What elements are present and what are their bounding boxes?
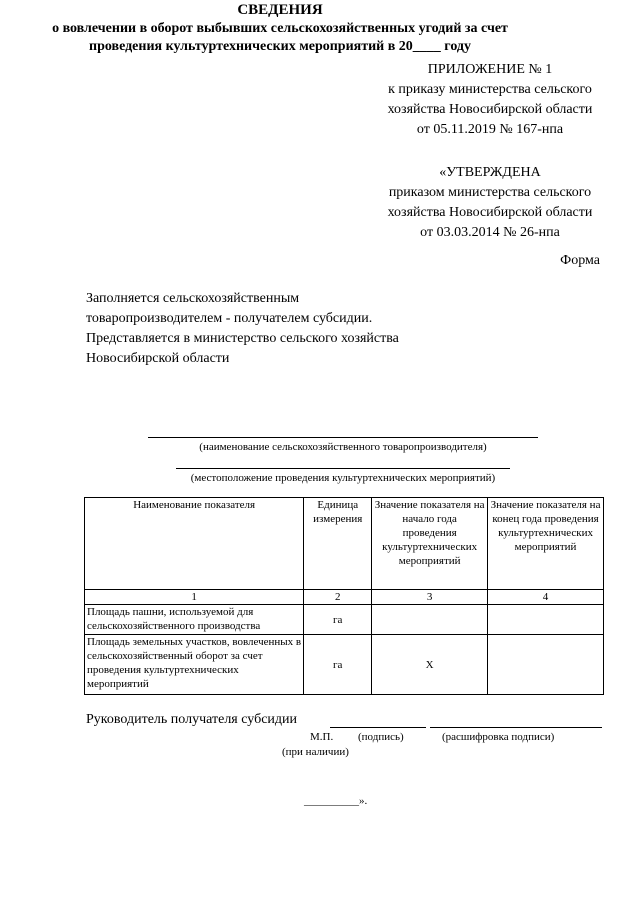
row-end-cell[interactable] [488, 605, 604, 635]
form-label: Форма [560, 253, 600, 268]
instruction-line: Заполняется сельскохозяйственным [86, 291, 300, 306]
column-number: 3 [372, 590, 488, 605]
header-unit: Единица измерения [304, 498, 372, 590]
producer-caption: (наименование сельскохозяйственного товаропроизводителя) [199, 441, 487, 453]
approved-line: хозяйства Новосибирской области [387, 205, 593, 220]
instruction-line: товаропроизводителем - получателем субсидии. [86, 311, 373, 326]
header-end-value: Значение показателя на конец года проведения культуртехнических мероприятий [488, 498, 604, 590]
title-line: проведения культуртехнических мероприятий в 20____ году [89, 39, 471, 54]
decode-caption: (расшифровка подписи) [442, 731, 555, 743]
table-header-row [85, 498, 604, 590]
title-line: о вовлечении в оборот выбывших сельскохозяйственных угодий за счет [52, 21, 508, 36]
signature-caption: (подпись) [358, 731, 404, 743]
appendix-line: от 05.11.2019 № 167-нпа [416, 122, 564, 137]
table-row [85, 635, 604, 695]
column-number: 2 [304, 590, 372, 605]
stamp-label: М.П. [310, 731, 334, 743]
row-start-cell[interactable] [372, 605, 488, 635]
instructions-block [86, 289, 399, 369]
table-row [85, 605, 604, 635]
appendix-block [340, 60, 640, 140]
row-end-cell[interactable] [488, 635, 604, 695]
if-any-caption: (при наличии) [282, 746, 349, 758]
approved-block [340, 163, 640, 243]
document-title [0, 0, 560, 56]
row-start-cell: X [372, 635, 488, 695]
location-caption: (местоположение проведения культуртехнических мероприятий) [190, 472, 496, 484]
row-name: Площадь пашни, используемой для сельскохозяйственного производства [85, 605, 304, 635]
header-start-value: Значение показателя на начало года проведения культуртехнических мероприятий [372, 498, 488, 590]
signature-line[interactable] [330, 727, 426, 728]
approved-line: приказом министерства сельского [388, 185, 592, 200]
data-table [84, 497, 604, 695]
row-name: Площадь земельных участков, вовлеченных в сельскохозяйственный оборот за счет проведения культуртехнических мероприятий [85, 635, 304, 695]
producer-name-line[interactable] [148, 437, 538, 438]
title-heading: СВЕДЕНИЯ [237, 2, 323, 18]
instruction-line: Новосибирской области [86, 351, 230, 366]
approved-line: от 03.03.2014 № 26-нпа [420, 225, 560, 240]
appendix-line: к приказу министерства сельского [388, 82, 592, 97]
row-unit: га [304, 605, 372, 635]
appendix-title: ПРИЛОЖЕНИЕ № 1 [427, 62, 553, 77]
footer-closing: __________». [304, 795, 368, 807]
header-indicator: Наименование показателя [85, 498, 304, 590]
location-line[interactable] [176, 468, 510, 469]
appendix-line: хозяйства Новосибирской области [387, 102, 593, 117]
signature-decode-line[interactable] [430, 727, 602, 728]
table-number-row [85, 590, 604, 605]
approved-title: «УТВЕРЖДЕНА [439, 165, 541, 180]
row-unit: га [304, 635, 372, 695]
signature-label: Руководитель получателя субсидии [86, 712, 298, 727]
column-number: 1 [85, 590, 304, 605]
instruction-line: Представляется в министерство сельского хозяйства [86, 331, 399, 346]
column-number: 4 [488, 590, 604, 605]
